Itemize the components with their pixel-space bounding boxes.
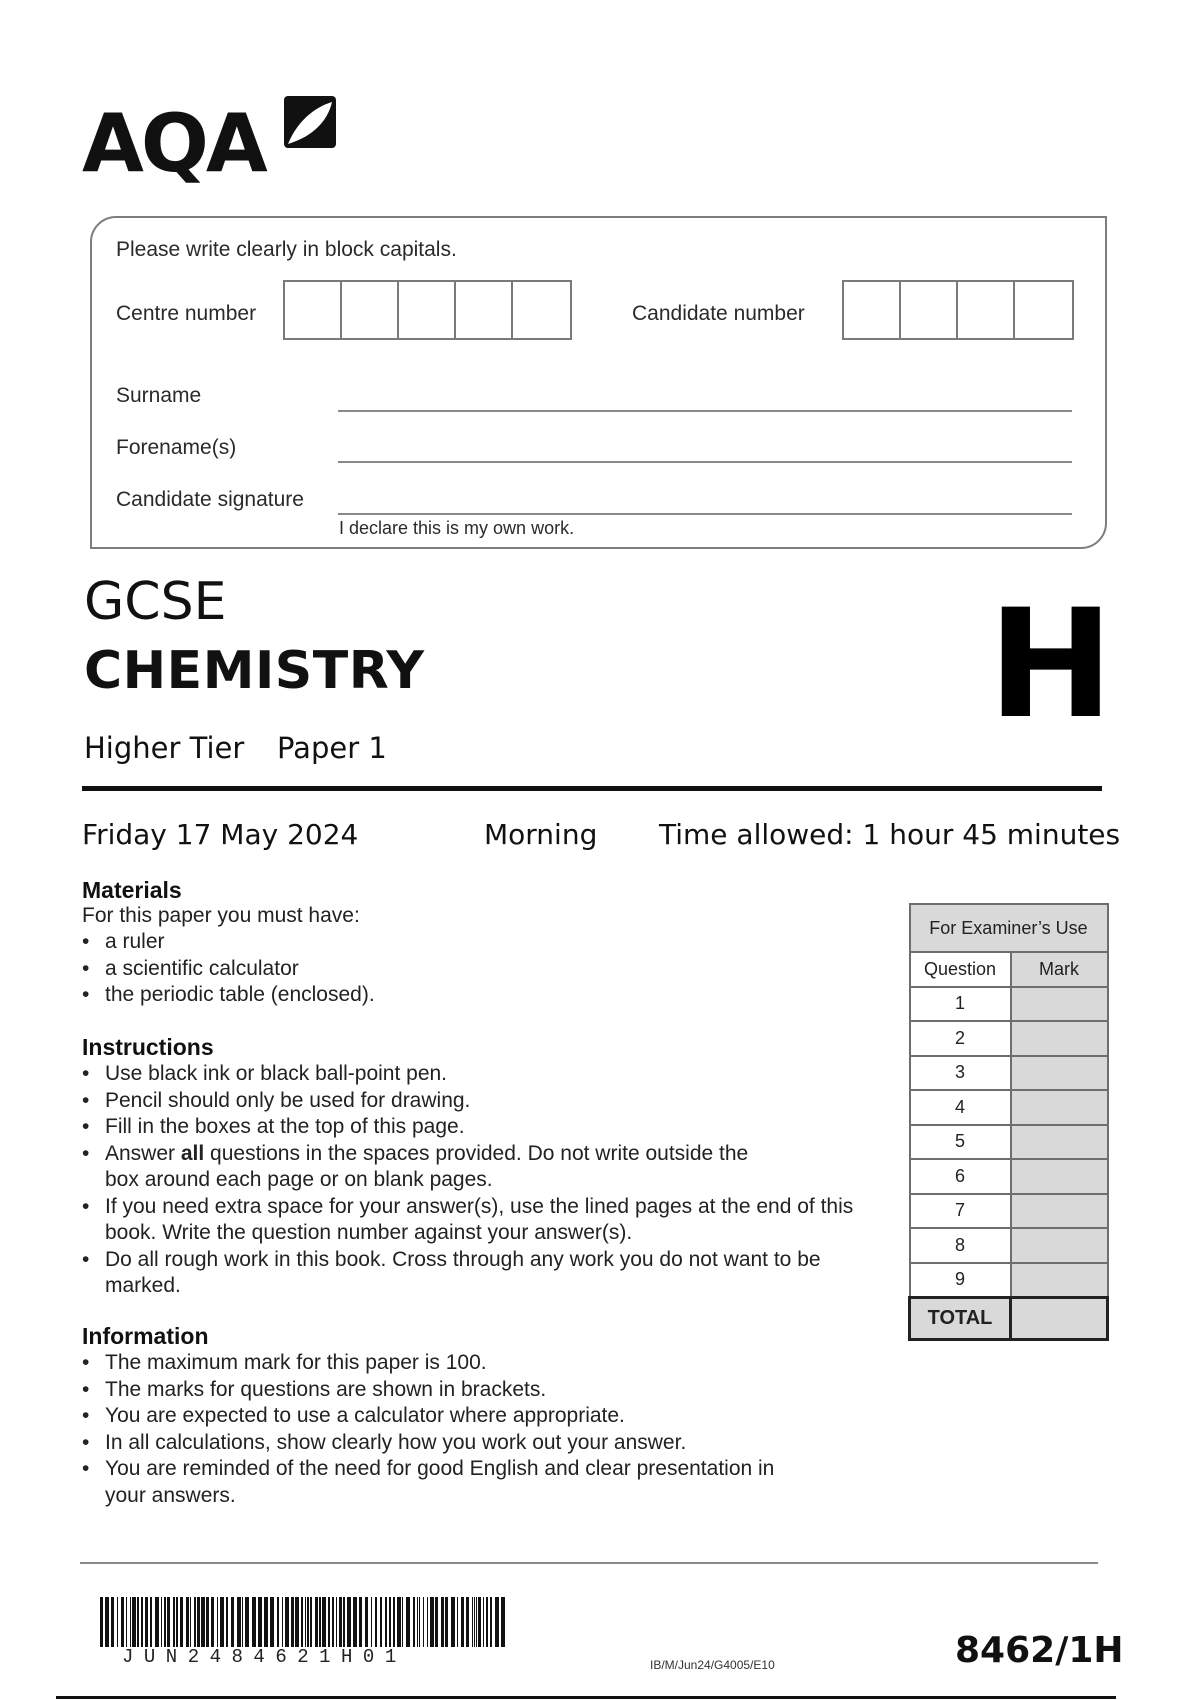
instructions-list	[82, 1061, 872, 1300]
paper-label: Paper 1	[277, 731, 387, 765]
table-row	[910, 1090, 1108, 1125]
materials-intro: For this paper you must have:	[82, 904, 360, 927]
question-number: 5	[910, 1125, 1011, 1160]
signature-field[interactable]	[338, 513, 1072, 515]
mark-cell[interactable]	[1011, 1090, 1108, 1125]
question-number: 9	[910, 1263, 1011, 1298]
tier-label: Higher Tier	[84, 731, 245, 765]
list-item: • Do all rough work in this book. Cross through any work you do not want to be marked.	[82, 1247, 822, 1300]
list-item: • Answer all questions in the spaces provided. Do not write outside the box around each page or on blank pages.	[82, 1141, 762, 1194]
materials-heading: Materials	[82, 877, 182, 903]
form-instruction: Please write clearly in block capitals.	[116, 238, 457, 261]
aqa-leaf-icon	[282, 94, 338, 150]
mark-cell[interactable]	[1011, 1263, 1108, 1298]
candidate-number-digit[interactable]	[1015, 282, 1072, 338]
list-item: • The marks for questions are shown in brackets.	[82, 1377, 802, 1404]
mark-cell[interactable]	[1011, 1056, 1108, 1091]
mark-column-header: Mark	[1011, 952, 1108, 987]
list-item: • If you need extra space for your answer(s), use the lined pages at the end of this book. Write the question number against your answer(s).	[82, 1194, 872, 1247]
list-item: • the periodic table (enclosed).	[82, 982, 682, 1009]
centre-number-digit[interactable]	[285, 282, 342, 338]
total-row	[910, 1297, 1108, 1339]
list-item: • You are expected to use a calculator where appropriate.	[82, 1403, 802, 1430]
paper-code: 8462/1H	[955, 1630, 1124, 1671]
centre-number-digit[interactable]	[399, 282, 456, 338]
table-row	[910, 1263, 1108, 1298]
forenames-field[interactable]	[338, 461, 1072, 463]
candidate-number-input[interactable]	[842, 280, 1074, 340]
mark-cell[interactable]	[1011, 987, 1108, 1022]
signature-label: Candidate signature	[116, 488, 304, 511]
page-bottom-rule	[56, 1696, 1116, 1699]
candidate-number-digit[interactable]	[844, 282, 901, 338]
instructions-heading: Instructions	[82, 1034, 214, 1060]
declaration-text: I declare this is my own work.	[339, 518, 575, 538]
tier-letter: H	[988, 578, 1114, 752]
list-item: • You are reminded of the need for good English and clear presentation in your answers.	[82, 1456, 802, 1509]
surname-label: Surname	[116, 384, 202, 407]
question-number: 7	[910, 1194, 1011, 1229]
mark-cell[interactable]	[1011, 1228, 1108, 1263]
barcode-text: JUN2484621H01	[122, 1646, 407, 1668]
barcode	[100, 1597, 506, 1647]
question-number: 1	[910, 987, 1011, 1022]
question-number: 4	[910, 1090, 1011, 1125]
time-allowed: Time allowed: 1 hour 45 minutes	[659, 818, 1121, 851]
question-number: 2	[910, 1021, 1011, 1056]
examiner-table-title: For Examiner’s Use	[910, 904, 1108, 952]
divider	[82, 786, 1102, 791]
question-number: 8	[910, 1228, 1011, 1263]
forenames-label: Forename(s)	[116, 436, 237, 459]
total-label: TOTAL	[910, 1297, 1011, 1339]
total-mark-cell[interactable]	[1011, 1297, 1108, 1339]
table-row	[910, 1021, 1108, 1056]
qualification-title: GCSE	[84, 572, 227, 632]
mark-cell[interactable]	[1011, 1125, 1108, 1160]
question-number: 3	[910, 1056, 1011, 1091]
subject-title: CHEMISTRY	[84, 641, 425, 701]
table-row	[910, 1194, 1108, 1229]
table-row	[910, 1125, 1108, 1160]
exam-date: Friday 17 May 2024	[82, 818, 359, 851]
mark-cell[interactable]	[1011, 1194, 1108, 1229]
reference-code: IB/M/Jun24/G4005/E10	[650, 1658, 775, 1672]
centre-number-digit[interactable]	[342, 282, 399, 338]
table-row	[910, 987, 1108, 1022]
list-item: • The maximum mark for this paper is 100.	[82, 1350, 802, 1377]
mark-cell[interactable]	[1011, 1159, 1108, 1194]
logo-text: AQA	[82, 97, 265, 190]
centre-number-input[interactable]	[283, 280, 572, 340]
list-item: • Use black ink or black ball-point pen.	[82, 1061, 872, 1088]
list-item: • a scientific calculator	[82, 956, 682, 983]
exam-session: Morning	[484, 818, 598, 851]
centre-number-label: Centre number	[116, 302, 257, 325]
materials-list	[82, 929, 682, 1009]
centre-number-digit[interactable]	[513, 282, 570, 338]
list-item: • Fill in the boxes at the top of this page.	[82, 1114, 872, 1141]
surname-field[interactable]	[338, 410, 1072, 412]
information-heading: Information	[82, 1323, 209, 1349]
question-number: 6	[910, 1159, 1011, 1194]
examiner-use-table	[908, 903, 1109, 1341]
table-row	[910, 1159, 1108, 1194]
list-item: • In all calculations, show clearly how you work out your answer.	[82, 1430, 802, 1457]
table-row	[910, 1228, 1108, 1263]
aqa-logo	[82, 92, 342, 190]
footer-divider	[80, 1562, 1098, 1564]
information-list	[82, 1350, 802, 1509]
centre-number-digit[interactable]	[456, 282, 513, 338]
candidate-details-form	[90, 216, 1107, 549]
mark-cell[interactable]	[1011, 1021, 1108, 1056]
candidate-number-digit[interactable]	[901, 282, 958, 338]
list-item: • Pencil should only be used for drawing.	[82, 1088, 872, 1115]
candidate-number-digit[interactable]	[958, 282, 1015, 338]
candidate-number-label: Candidate number	[632, 302, 805, 325]
list-item: • a ruler	[82, 929, 682, 956]
question-column-header: Question	[910, 952, 1011, 987]
table-row	[910, 1056, 1108, 1091]
